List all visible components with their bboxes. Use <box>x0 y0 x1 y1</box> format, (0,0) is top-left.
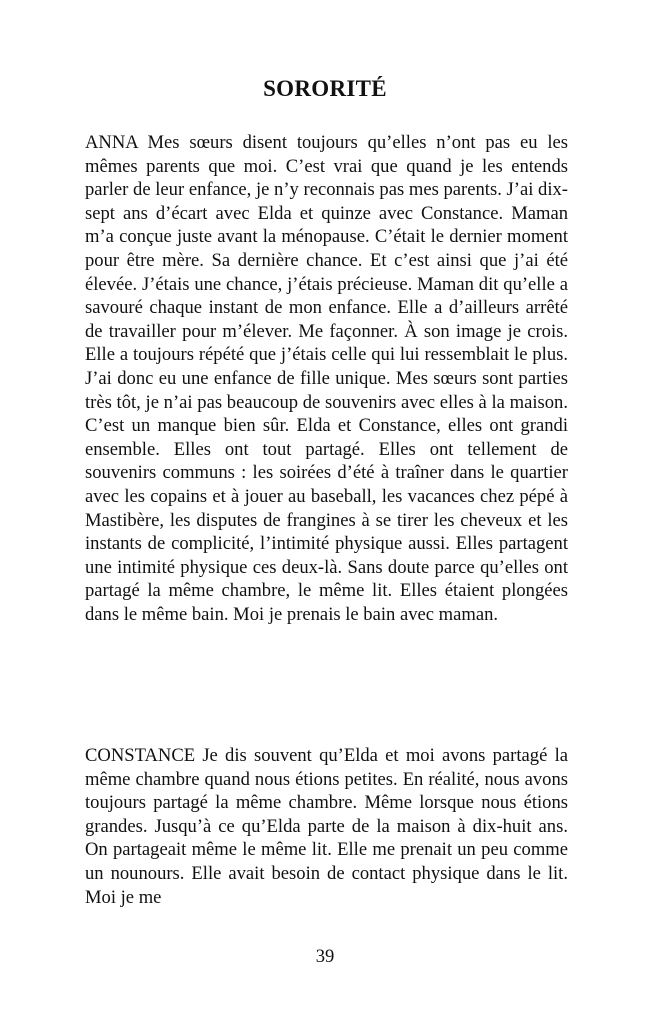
page-number: 39 <box>315 946 335 967</box>
paragraph-anna: ANNA Mes sœurs disent toujours qu’elles n’ont pas eu les mêmes parents que moi. C’est vrai que quand je les entends parler de leur enfance, je n’y reconnais pas mes parents. J’ai dix-sept ans d’écart avec Elda et quinze avec Constance. Maman m’a conçue juste avant la ménopause. C’était le dernier moment pour être mère. Sa dernière chance. Et c’est ainsi que j’ai été élevée. J’étais une chance, j’étais précieuse. Maman dit qu’elle a savouré chaque instant de mon enfance. Elle a d’ailleurs arrêté de travailler pour m’élever. Me façonner. À son image je crois. Elle a toujours répété que j’étais celle qui lui ressemblait le plus. J’ai donc eu une enfance de fille unique. Mes sœurs sont parties très tôt, je n’ai pas beaucoup de souvenirs avec elles à la maison. C’est un manque bien sûr. Elda et Constance, elles ont grandi ensemble. Elles ont tout partagé. Elles ont tellement de souvenirs communs : les soirées d’été à traîner dans le quartier avec les copains et à jouer au baseball, les vacances chez pépé à Mastibère, les disputes de frangines à se tirer les cheveux et les instants de complicité, l’intimité physique aussi. Elles partagent une intimité physique ces deux-là. Sans doute parce qu’elles ont partagé la même chambre, le même lit. Elles étaient plongées dans le même bain. Moi je prenais le bain avec maman. <box>85 132 568 625</box>
chapter-title: SORORITÉ <box>263 76 387 101</box>
paragraph-constance: CONSTANCE Je dis souvent qu’Elda et moi avons partagé la même chambre quand nous étions petites. En réalité, nous avons toujours partagé la même chambre. Même lorsque nous étions grandes. Jusqu’à ce qu’Elda parte de la maison à dix-huit ans. On partageait même le même lit. Elle me prenait un peu comme un nounours. Elle avait besoin de contact physique dans le lit. Moi je me <box>85 745 568 908</box>
